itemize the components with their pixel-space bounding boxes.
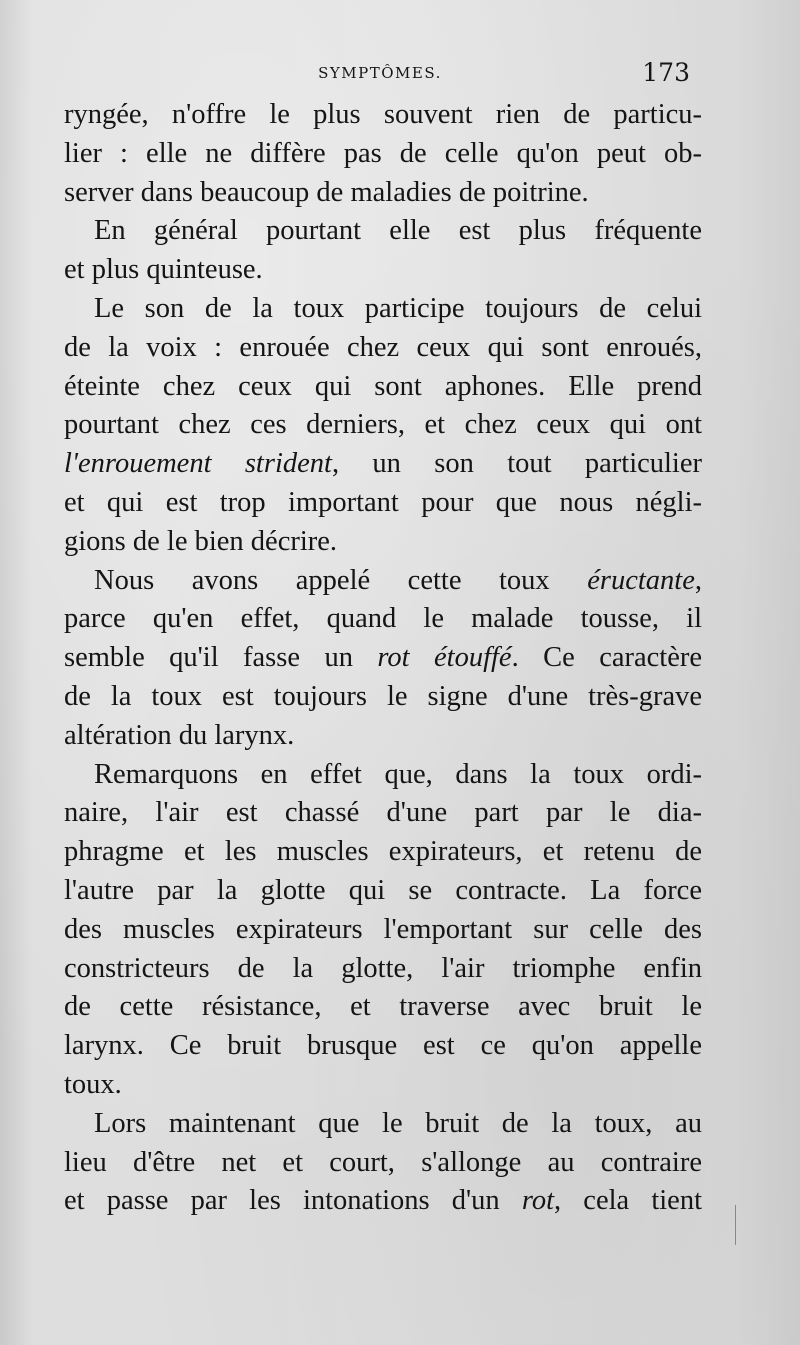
- text-line: larynx. Ce bruit brusque est ce qu'on appelle: [64, 1030, 702, 1062]
- text-line: Le son de la toux participe toujours de celui: [94, 292, 702, 324]
- text-line: toux.: [64, 1068, 122, 1100]
- text-line: et qui est trop important pour que nous négli-: [64, 486, 702, 518]
- text-line: gions de le bien décrire.: [64, 525, 338, 557]
- text-line: [64, 445, 702, 484]
- text-line: éteinte chez ceux qui sont aphones. Elle prend: [64, 370, 702, 402]
- margin-mark: [735, 1205, 736, 1245]
- text-fragment: ,: [694, 564, 702, 596]
- text-fragment: semble qu'il fasse un: [64, 642, 378, 674]
- text-line: pourtant chez ces derniers, et chez ceux qui ont: [64, 409, 702, 441]
- text-line: constricteurs de la glotte, l'air triomphe enfin: [64, 952, 702, 984]
- text-line: lier : elle ne diffère pas de celle qu'on peut ob-: [64, 137, 702, 169]
- text-line: Remarquons en effet que, dans la toux ordi-: [94, 758, 702, 790]
- text-line: server dans beaucoup de maladies de poitrine.: [64, 176, 589, 208]
- paragraph: [64, 212, 702, 290]
- text-line: l'autre par la glotte qui se contracte. La force: [64, 874, 702, 906]
- running-head: SYMPTÔMES.: [318, 64, 442, 82]
- text-line: [64, 639, 702, 678]
- italic-phrase: l'enrouement strident: [64, 448, 332, 480]
- text-line: naire, l'air est chassé d'une part par le dia-: [64, 797, 702, 829]
- text-fragment: , cela tient: [554, 1185, 702, 1217]
- text-line: et plus quinteuse.: [64, 254, 263, 286]
- italic-phrase: rot étouffé: [377, 642, 512, 674]
- paragraph: [64, 562, 702, 756]
- paragraph: [64, 290, 702, 562]
- text-line: ryngée, n'offre le plus souvent rien de particu-: [64, 99, 702, 130]
- text-line: lieu d'être net et court, s'allonge au contraire: [64, 1146, 702, 1178]
- text-line: [64, 1182, 702, 1221]
- text-line: de la voix : enrouée chez ceux qui sont enroués,: [64, 331, 702, 363]
- text-line: Lors maintenant que le bruit de la toux, au: [94, 1107, 702, 1139]
- page-number: 173: [642, 58, 690, 87]
- paragraph: [64, 96, 702, 212]
- text-line: phragme et les muscles expirateurs, et retenu de: [64, 836, 702, 868]
- text-fragment: et passe par les intonations d'un: [64, 1185, 522, 1217]
- text-line: de cette résistance, et traverse avec bruit le: [64, 991, 702, 1023]
- text-line: de la toux est toujours le signe d'une très-grave: [64, 680, 702, 712]
- text-fragment: . Ce caractère: [511, 642, 702, 674]
- text-line: parce qu'en effet, quand le malade tousse, il: [64, 603, 702, 635]
- text-line: [64, 562, 702, 601]
- text-line: altération du larynx.: [64, 719, 295, 751]
- text-fragment: Nous avons appelé cette toux: [94, 564, 588, 596]
- text-line: des muscles expirateurs l'emportant sur celle des: [64, 913, 702, 945]
- paragraph: [64, 756, 702, 1105]
- text-fragment: , un son tout particulier: [331, 448, 702, 480]
- italic-phrase: rot: [521, 1185, 555, 1217]
- paragraph: [64, 1105, 702, 1221]
- body-text: [64, 96, 702, 1221]
- page-header: [60, 58, 700, 90]
- italic-phrase: éructante: [587, 564, 695, 596]
- text-line: En général pourtant elle est plus fréquente: [94, 215, 702, 247]
